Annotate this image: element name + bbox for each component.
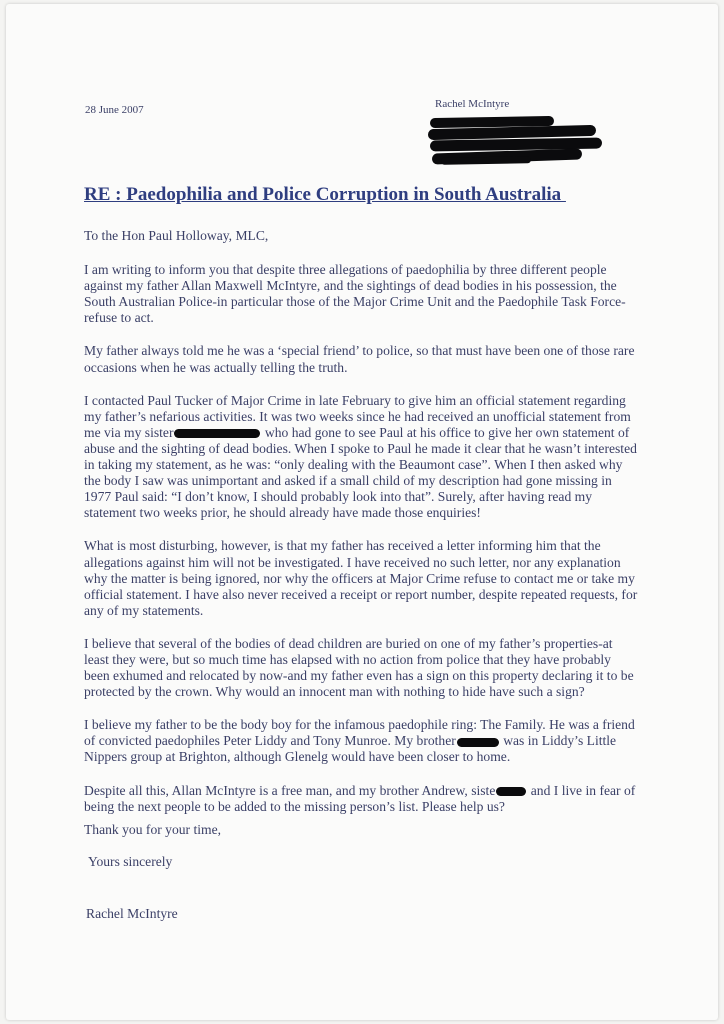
paragraph-text: I believe my father to be the body boy for the infamous paedophile ring: The Family. He was a friend of convicted paedophiles Peter Liddy and Tony Munroe. My brother [84,717,635,749]
paragraph [84,393,640,522]
letter-body [84,228,640,832]
paragraph: I believe that several of the bodies of dead children are buried on one of my father’s properties-at least they were, but so much time has elapsed with no action from police that they have probably been exhumed and relocated by now-and my father even has a sign on this property declaring it to be protected by the crown. Why would an innocent man with nothing to hide have such a sign? [84,635,634,700]
paragraph: What is most disturbing, however, is that my father has received a letter informing him that the allegations against him will not be investigated. I have received no such letter, nor any explanation why the matter is being ignored, nor why the officers at Major Crime refuse to contact me or take my official statement. I have also never received a receipt or report number, despite repeated requests, for any of my statements. [84,538,638,618]
paragraph-text: who had gone to see Paul at his office to give her own statement of abuse and the sighting of dead bodies. When I spoke to Paul he made it clear that he wasn’t interested in taking my statement, as he was: “only dealing with the Beaumont case”. When I then asked why the body I saw was unimportant and asked if a small child of my description had gone missing in 1977 Paul said: “I don’t know, I should probably look into that”. Surely, after having read my statement two weeks prior, he should already have made those enquiries! [84,424,637,521]
paragraph: My father always told me he was a ‘special friend’ to police, so that must have been one of those rare occasions when he was actually telling the truth. [84,343,635,375]
paragraph [84,783,640,815]
redaction-bar [457,738,499,747]
redaction-bar [496,787,526,796]
paragraph-text: Despite all this, Allan McIntyre is a free man, and my brother Andrew, siste [84,782,496,798]
paragraph-text: was in Liddy’s Little Nippers group at Brighton, although Glenelg would have been closer to home. [84,733,617,765]
paragraph-text: I contacted Paul Tucker of Major Crime in late February to give him an official statement regarding my father’s nefarious activities. It was two weeks since he had received an unofficial statement from me via my sister [84,392,631,440]
redaction-bar [174,429,260,438]
letter-date: 28 June 2007 [85,104,144,116]
letter-heading: RE : Paedophilia and Police Corruption in South Australia [84,184,566,205]
paragraph-text: and I live in fear of being the next people to be added to the missing person’s list. Please help us? [84,782,636,814]
signature-name: Rachel McIntyre [86,906,178,921]
closing-line: Yours sincerely [88,854,173,869]
sender-name: Rachel McIntyre [435,98,510,110]
thanks-line: Thank you for your time, [84,822,222,837]
paragraph [84,717,640,765]
paragraph: I am writing to inform you that despite three allegations of paedophilia by three different people against my father Allan Maxwell McIntyre, and the sightings of dead bodies in his possession, the South Australian Police-in particular those of the Major Crime Unit and the Paedophile Task Force-refuse to act. [84,262,626,326]
salutation: To the Hon Paul Holloway, MLC, [84,228,269,243]
